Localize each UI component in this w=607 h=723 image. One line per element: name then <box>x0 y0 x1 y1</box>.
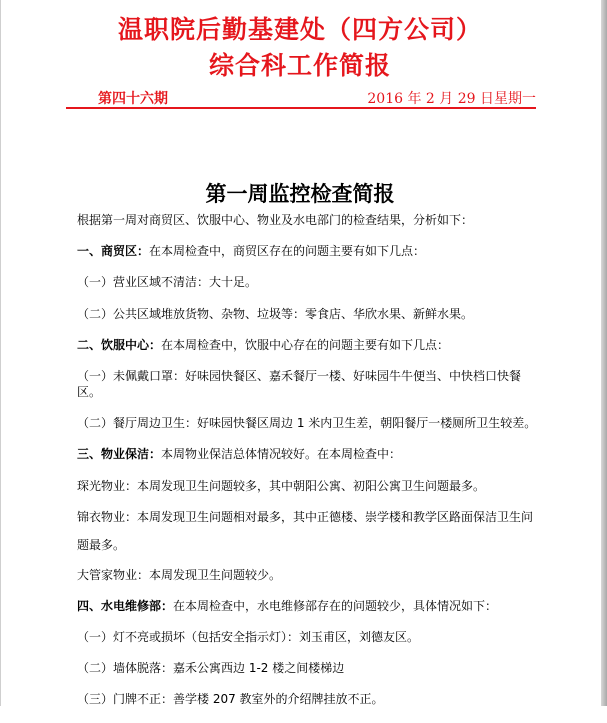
section-4-text: 在本周检查中，水电维修部存在的问题较少，具体情况如下： <box>173 598 498 613</box>
section-2-item-2: （二）餐厅周边卫生：好味园快餐区周边 1 米内卫生差，朝阳餐厅一楼厕所卫生较差。 <box>77 416 537 431</box>
section-3-heading: 三、物业保洁： <box>77 447 162 462</box>
header-organization: 温职院后勤基建处（四方公司） <box>117 15 482 44</box>
section-4-item-1: （一）灯不亮或损坏（包括安全指示灯）：刘玉甫区，刘德友区。 <box>77 630 420 645</box>
issue-number: 第四十六期 <box>98 91 168 107</box>
header-divider <box>66 107 536 109</box>
section-1-item-1: （一）营业区域不清洁：大十足。 <box>77 275 258 290</box>
intro-paragraph: 根据第一周对商贸区、饮服中心、物业及水电部门的检查结果，分析如下： <box>77 213 474 227</box>
section-3-item-2: 锦衣物业：本周发现卫生问题相对最多，其中正德楼、崇学楼和教学区路面保洁卫生问题最多。 <box>77 509 534 552</box>
section-2-item-1: （一）未佩戴口罩：好味园快餐区、嘉禾餐厅一楼、好味园牛牛便当、中快档口快餐区。 <box>77 368 522 399</box>
header-report-name: 综合科工作简报 <box>208 51 391 80</box>
section-4-item-3: （三）门牌不正：善学楼 207 教室外的介绍牌挂放不正。 <box>77 692 384 707</box>
report-header <box>0 12 600 84</box>
section-3-item-1: 琛光物业：本周发现卫生问题较多，其中朝阳公寓、初阳公寓卫生问题最多。 <box>77 478 486 493</box>
section-2-heading: 二、饮服中心： <box>77 337 162 352</box>
section-2 <box>77 337 537 353</box>
section-1-item-2: （二）公共区域堆放货物、杂物、垃圾等：零食店、华欣水果、新鲜水果。 <box>77 306 474 321</box>
document-title: 第一周监控检查简报 <box>205 182 395 206</box>
section-1-heading: 一、商贸区： <box>77 244 150 259</box>
section-4-heading: 四、水电维修部： <box>77 598 174 613</box>
page-left-border <box>0 0 1 706</box>
section-3 <box>77 446 537 462</box>
section-2-text: 在本周检查中，饮服中心存在的问题主要有如下几点： <box>161 337 450 352</box>
section-1-text: 在本周检查中，商贸区存在的问题主要有如下几点： <box>149 244 426 259</box>
issue-date: 2016 年 2 月 29 日星期一 <box>367 91 536 107</box>
page-right-scroll-edge <box>601 0 607 706</box>
section-1 <box>77 243 537 259</box>
section-3-text: 本周物业保洁总体情况较好。在本周检查中： <box>161 447 402 462</box>
section-4-item-2: （二）墙体脱落：嘉禾公寓西边 1-2 楼之间楼梯边 <box>77 661 345 676</box>
section-4 <box>77 598 537 614</box>
section-3-item-3: 大管家物业：本周发现卫生问题较少。 <box>77 567 282 582</box>
document-body <box>77 212 537 723</box>
